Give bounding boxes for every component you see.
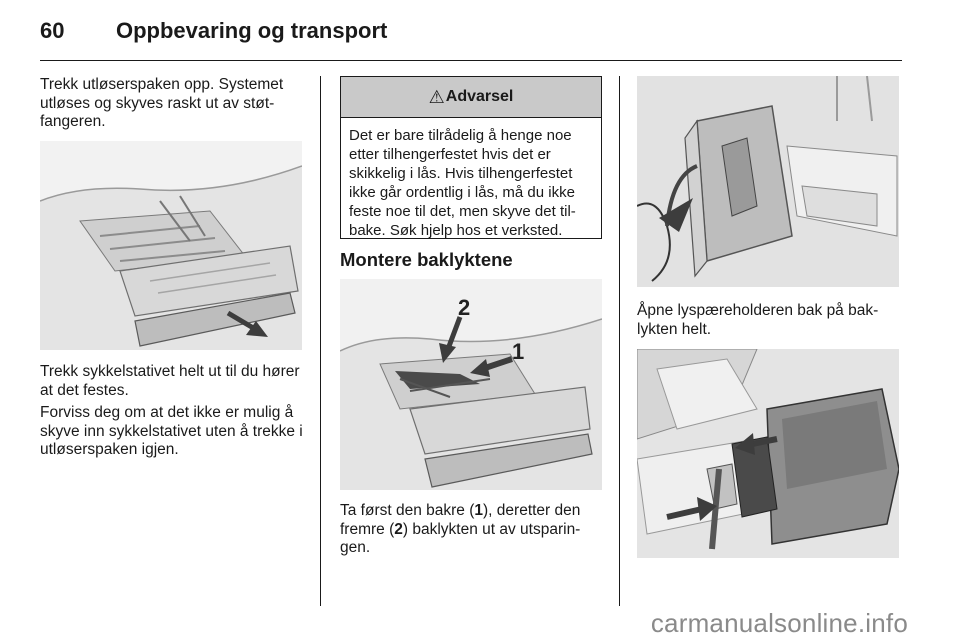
watermark: carmanualsonline.info	[650, 608, 908, 638]
warning-text: Det er bare tilrådelig å henge noe etter tilhengerfestet hvis det er skikkelig i lås. Hvis tilhengerfestet ikke går ordentlig i lås, må du ikke feste noe til det, men skyve det til-bake. Søk hjelp hos et verksted.	[349, 127, 576, 239]
caption-ref-2: 2	[394, 520, 403, 538]
paragraph-pull-out: Trekk sykkelstativet helt ut til du hører at det festes.	[40, 363, 300, 399]
section-heading: Montere baklyktene	[340, 249, 513, 270]
figure-open-bulb-holder	[637, 76, 899, 287]
warning-header	[341, 77, 601, 118]
caption-ref-1: 1	[474, 502, 484, 519]
caption-text-a: Ta først den bakre (	[340, 502, 475, 519]
figure-remove-bulb-holder	[637, 349, 899, 558]
paragraph-release-lever: Trekk utløserspaken opp. Systemet utløses og skyves raskt ut av støt-fangeren.	[40, 76, 284, 130]
paragraph-verify: Forviss deg om at det ikke er mulig å skyve inn sykkelstativet uten å trekke i utløserspaken igjen.	[40, 404, 303, 458]
caption-text-c: ) baklykten ut av utsparin-gen.	[340, 520, 581, 556]
page-number: 60	[40, 18, 65, 43]
caption-text-b: ), deretter den fremre (	[340, 502, 581, 538]
callout-label-1: 1	[512, 339, 525, 364]
caption-open-holder: Åpne lyspæreholderen bak på bak-lykten helt.	[637, 302, 879, 338]
column-divider-left	[320, 76, 321, 606]
warning-box	[340, 76, 602, 239]
header-rule	[40, 60, 902, 61]
page-header	[40, 18, 920, 48]
figure-bike-carrier-extended	[40, 141, 302, 350]
callout-label-2: 2	[458, 295, 471, 320]
page-title: Oppbevaring og transport	[116, 18, 388, 43]
column-divider-right	[619, 76, 620, 606]
figure-remove-lights	[340, 279, 602, 490]
warning-triangle-icon: ⚠	[428, 87, 445, 107]
warning-title: Advarsel	[445, 88, 514, 105]
caption-remove-lights	[340, 502, 602, 558]
